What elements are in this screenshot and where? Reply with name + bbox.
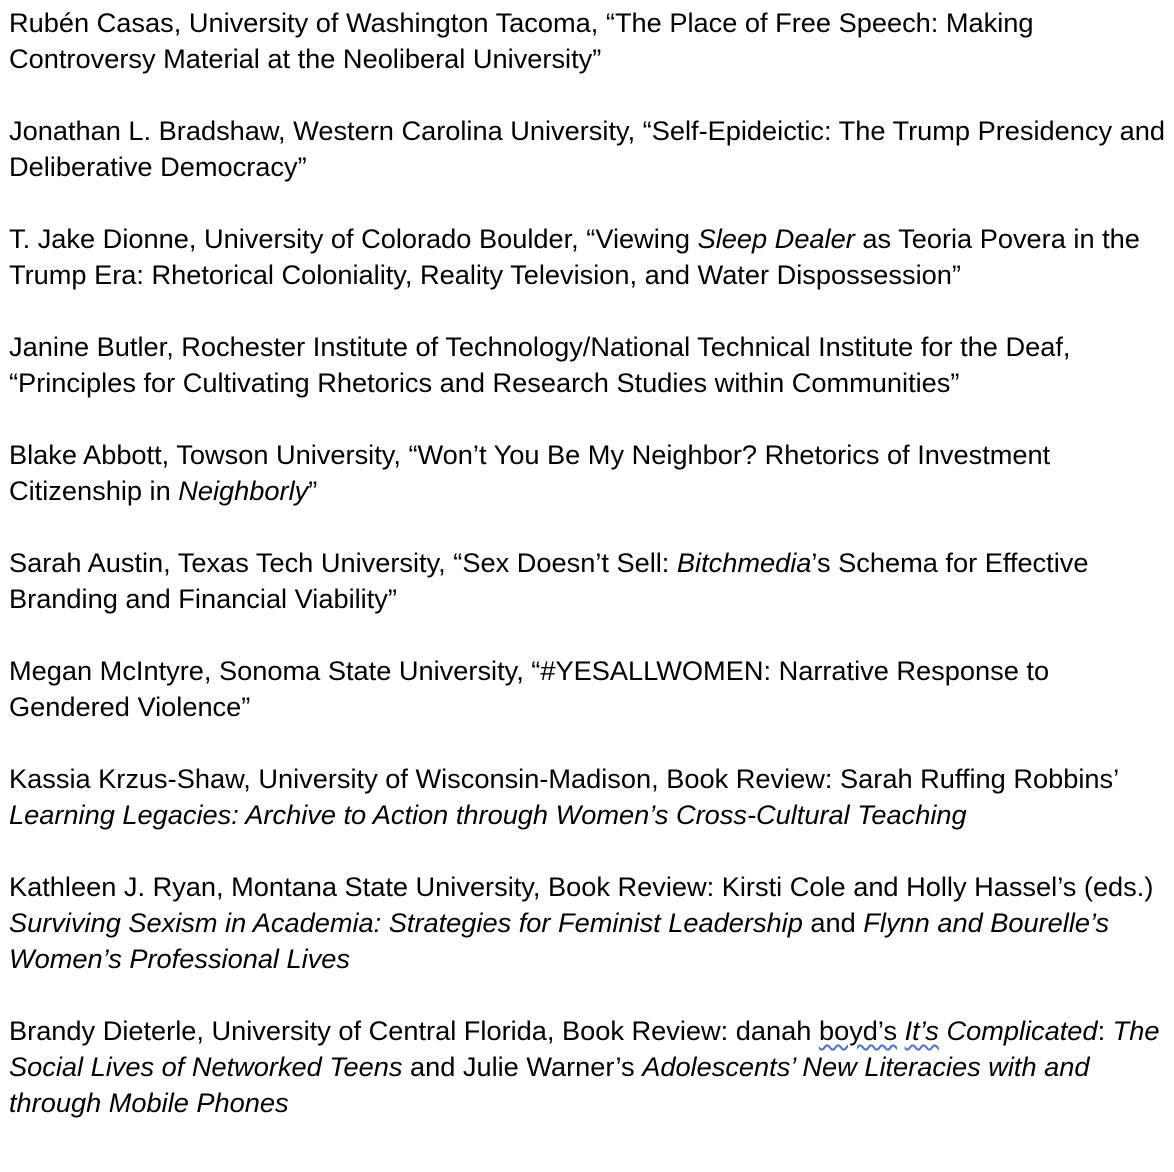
list-item: [9, 869, 1169, 977]
list-item: [9, 1013, 1169, 1121]
entry-text: ”: [308, 475, 318, 506]
entry-text: and Julie Warner’s: [402, 1051, 643, 1082]
list-item: [9, 329, 1169, 401]
list-item: [9, 437, 1169, 509]
italic-title-text: Adolescents’ New Literacies with and through Mobile Phones: [9, 1051, 1090, 1118]
entry-text: :: [1097, 1015, 1113, 1046]
list-item: [9, 5, 1169, 77]
italic-title-text: Complicated: [946, 1015, 1098, 1046]
entry-text: as Teoria Povera in the Trump Era: Rhetorical Coloniality, Reality Television, and Water Dispossession”: [9, 223, 1140, 290]
entry-text: Brandy Dieterle, University of Central Florida, Book Review: danah: [9, 1015, 819, 1046]
italic-title-text: Bitchmedia: [676, 547, 812, 578]
entry-text: Megan McIntyre, Sonoma State University, “#YESALLWOMEN: Narrative Response to Gendered Violence”: [9, 655, 1050, 722]
entry-text: Kassia Krzus-Shaw, University of Wisconsin-Madison, Book Review: Sarah Ruffing Robbins’: [9, 763, 1119, 794]
entry-text: Blake Abbott, Towson University, “Won’t You Be My Neighbor? Rhetorics of Investment Citizenship in: [9, 439, 1051, 506]
italic-title-text: The Social Lives of Networked Teens: [9, 1015, 1160, 1082]
entry-text: [897, 1015, 905, 1046]
spellcheck-flagged-word: boyd’s: [818, 1015, 898, 1046]
list-item: [9, 113, 1169, 185]
list-item: [9, 221, 1169, 293]
entry-text: and: [802, 907, 864, 938]
italic-title-text: Sleep Dealer: [697, 223, 855, 254]
list-item: [9, 545, 1169, 617]
italic-title-text: Surviving Sexism in Academia: Strategies for Feminist Leadership: [9, 907, 803, 938]
entry-text: Rubén Casas, University of Washington Tacoma, “The Place of Free Speech: Making Controversy Material at the Neoliberal University”: [9, 7, 1034, 74]
entry-text: Sarah Austin, Texas Tech University, “Sex Doesn’t Sell:: [9, 547, 677, 578]
entry-text: T. Jake Dionne, University of Colorado Boulder, “Viewing: [9, 223, 698, 254]
italic-title-text: Flynn and Bourelle’s Women’s Professional Lives: [9, 907, 1110, 974]
entry-text: Jonathan L. Bradshaw, Western Carolina University, “Self-Epideictic: The Trump Presidency and Deliberative Democracy”: [9, 115, 1166, 182]
italic-title-text: Learning Legacies: Archive to Action through Women’s Cross-Cultural Teaching: [9, 799, 967, 830]
entry-text: Kathleen J. Ryan, Montana State University, Book Review: Kirsti Cole and Holly Hassel’s (eds.): [9, 871, 1154, 902]
italic-title-text: Neighborly: [178, 475, 309, 506]
document-body: [9, 5, 1169, 1121]
list-item: [9, 653, 1169, 725]
list-item: [9, 761, 1169, 833]
spellcheck-flagged-word: It’s: [904, 1015, 939, 1046]
entry-text: ’s Schema for Effective Branding and Financial Viability”: [9, 547, 1089, 614]
entry-text: Janine Butler, Rochester Institute of Technology/National Technical Institute for the Deaf, “Principles for Cultivating Rhetorics and Research Studies within Communities”: [9, 331, 1071, 398]
